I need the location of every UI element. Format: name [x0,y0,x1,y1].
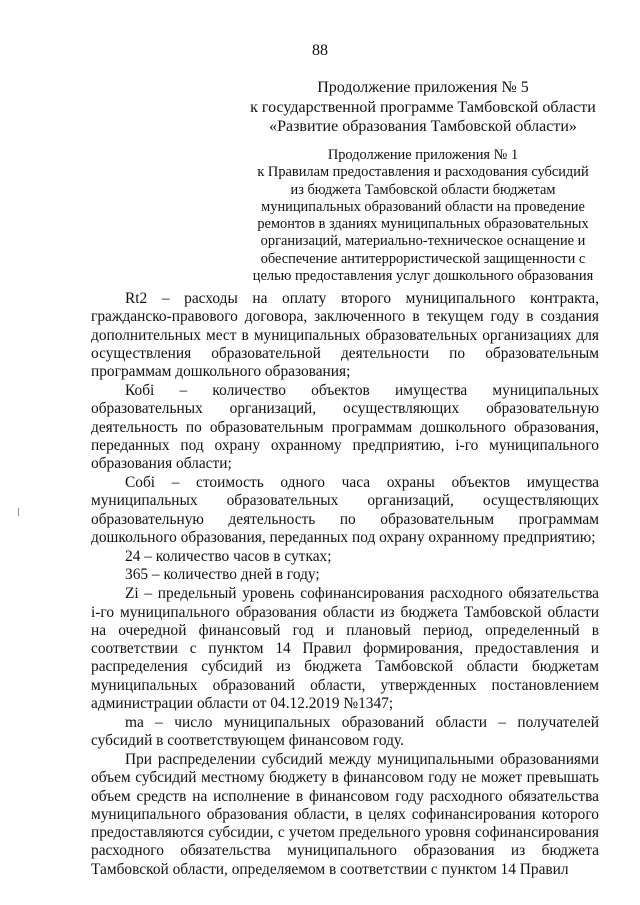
rules-appendix-line: организаций, материально-техническое оснащение и [260,233,586,250]
definition-ma: ma – число муниципальных образований области – получателей субсидий в соответствующем финансовом году. [91,713,599,750]
rules-appendix-line: Продолжение приложения № 1 [327,147,519,163]
definition-days: 365 – количество дней в году; [125,566,320,584]
rules-appendix-line: ремонтов в зданиях муниципальных образовательных [257,216,589,233]
appendix-line: к государственной программе Тамбовской области [250,98,596,116]
rules-appendix-line: из бюджета Тамбовской области бюджетам [290,181,556,198]
rules-appendix-line: муниципальных образований области на проведение [261,198,585,215]
scan-mark [18,508,19,516]
appendix-line: Продолжение приложения № 5 [317,79,529,96]
definition-zi: Zi – предельный уровень софинансирования расходного обязательства i-го муниципального образования области из бюджета Тамбовской области на очередной финансовый год и плановый период, определенный в соответствии с пунктом 14 Правил формирования, предоставления и распределения субсидий из бюджета Тамбовской области бюджетам муниципальных образований области, утвержденных постановлением администрации области от 04.12.2019 №1347; [91,585,599,713]
appendix-header [248,78,598,137]
definition-kob: Кобi – количество объектов имущества муниципальных образовательных организаций, осуществляющих образовательную деятельность по образовательным программам дошкольного образования, переданных под охрану охранному предприятию, i-го муниципального образования области; [91,381,599,473]
rules-appendix-line: целью предоставления услуг дошкольного образования [252,268,594,285]
document-body [91,290,599,879]
rules-appendix-header [248,147,598,285]
distribution-paragraph: При распределении субсидий между муниципальными образованиями объем субсидий местному бюджету в финансовом году не может превышать объем средств на исполнение в финансовом году расходного обязательства муниципального образования области, в целях софинансирования которого предоставляются субсидии, с учетом предельного уровня софинансирования расходного обязательства муниципального образования из бюджета Тамбовской области, определяемом в соответствии с пунктом 14 Правил [91,750,599,878]
appendix-line: «Развитие образования Тамбовской области» [269,118,577,135]
rules-appendix-line: обеспечение антитеррористической защищенности с [260,250,586,267]
definition-rt2: Rt2 – расходы на оплату второго муниципального контракта, гражданско-правового договора, заключенного в текущем году в создания дополнительных мест в муниципальных образовательных организациях для осуществления образовательной деятельности по образовательным программам дошкольного образования; [91,290,599,381]
page-number: 88 [312,42,328,59]
rules-appendix-line: к Правилам предоставления и расходования субсидий [257,164,589,181]
definition-sob: Собi – стоимость одного часа охраны объектов имущества муниципальных образовательных организаций, осуществляющих образовательную деятельность по образовательным программам дошкольного образования, переданных под охрану охранному предприятию; [91,473,599,546]
definition-hours: 24 – количество часов в сутках; [125,547,332,565]
